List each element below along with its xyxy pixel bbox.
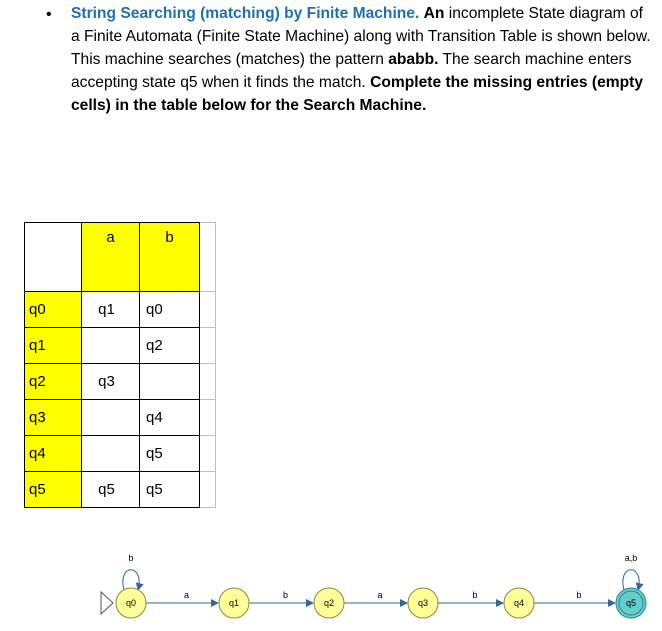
state-label: q3	[417, 598, 429, 608]
row-state: q4	[25, 436, 82, 472]
header-corner	[25, 223, 82, 292]
cell-b[interactable]: q0	[140, 292, 200, 328]
row-state: q0	[25, 292, 82, 328]
state-diagram	[0, 540, 662, 628]
extra-column	[200, 472, 216, 508]
diagram-layer	[101, 553, 646, 618]
edge-label: a	[377, 590, 383, 600]
row-state: q1	[25, 328, 82, 364]
self-loop-edge	[123, 570, 139, 590]
cell-b[interactable]: q4	[140, 400, 200, 436]
question-text-1: incomplete State diagram of a Finite Automata (Finite State Machine) along with Transition Table is shown below. This machine searches (matches) the pattern	[71, 5, 651, 68]
bullet-point: •	[46, 6, 52, 23]
question-text-2: The search machine enters accepting state q5 when it finds the match.	[71, 51, 632, 91]
table-row	[25, 364, 216, 400]
cell-a[interactable]	[82, 328, 140, 364]
cell-a[interactable]: q3	[82, 364, 140, 400]
row-state: q3	[25, 400, 82, 436]
cell-a[interactable]: q5	[82, 472, 140, 508]
table-row	[25, 292, 216, 328]
edge-label: b	[472, 590, 478, 600]
instruction-text: Complete the missing entries (empty cells) in the table below for the Search Machine.	[71, 74, 644, 114]
edge-label: a	[183, 590, 190, 600]
state-label: q1	[228, 598, 240, 608]
question-paragraph	[71, 2, 651, 117]
cell-b[interactable]: q5	[140, 472, 200, 508]
state-label: q2	[323, 598, 335, 608]
cell-a[interactable]: q1	[82, 292, 140, 328]
edge-label: b	[282, 590, 289, 600]
cell-b[interactable]	[140, 364, 200, 400]
cell-a[interactable]	[82, 436, 140, 472]
self-loop-edge	[623, 570, 639, 590]
table-row	[25, 400, 216, 436]
state-label: q5	[625, 598, 637, 608]
extra-column	[200, 223, 216, 292]
edge-label: b	[576, 590, 582, 600]
pattern-text: ababb.	[388, 51, 439, 68]
header-symbol-a: a	[82, 223, 140, 292]
start-arrow-icon	[101, 592, 113, 614]
row-state: q2	[25, 364, 82, 400]
extra-column	[200, 292, 216, 328]
table-header-row	[25, 223, 216, 292]
cell-b[interactable]: q2	[140, 328, 200, 364]
intro-bold: An	[423, 5, 445, 22]
header-symbol-b: b	[140, 223, 200, 292]
cell-a[interactable]	[82, 400, 140, 436]
state-label: q4	[513, 598, 525, 608]
extra-column	[200, 400, 216, 436]
edge-label: b	[128, 553, 134, 563]
extra-column	[200, 328, 216, 364]
table-row	[25, 436, 216, 472]
state-label: q0	[125, 598, 137, 608]
row-state: q5	[25, 472, 82, 508]
cell-b[interactable]: q5	[140, 436, 200, 472]
question-title: String Searching (matching) by Finite Machine.	[71, 5, 420, 22]
edge-label: a,b	[624, 553, 638, 563]
extra-column	[200, 364, 216, 400]
table-row	[25, 328, 216, 364]
table-row	[25, 472, 216, 508]
transition-table	[24, 222, 216, 508]
extra-column	[200, 436, 216, 472]
